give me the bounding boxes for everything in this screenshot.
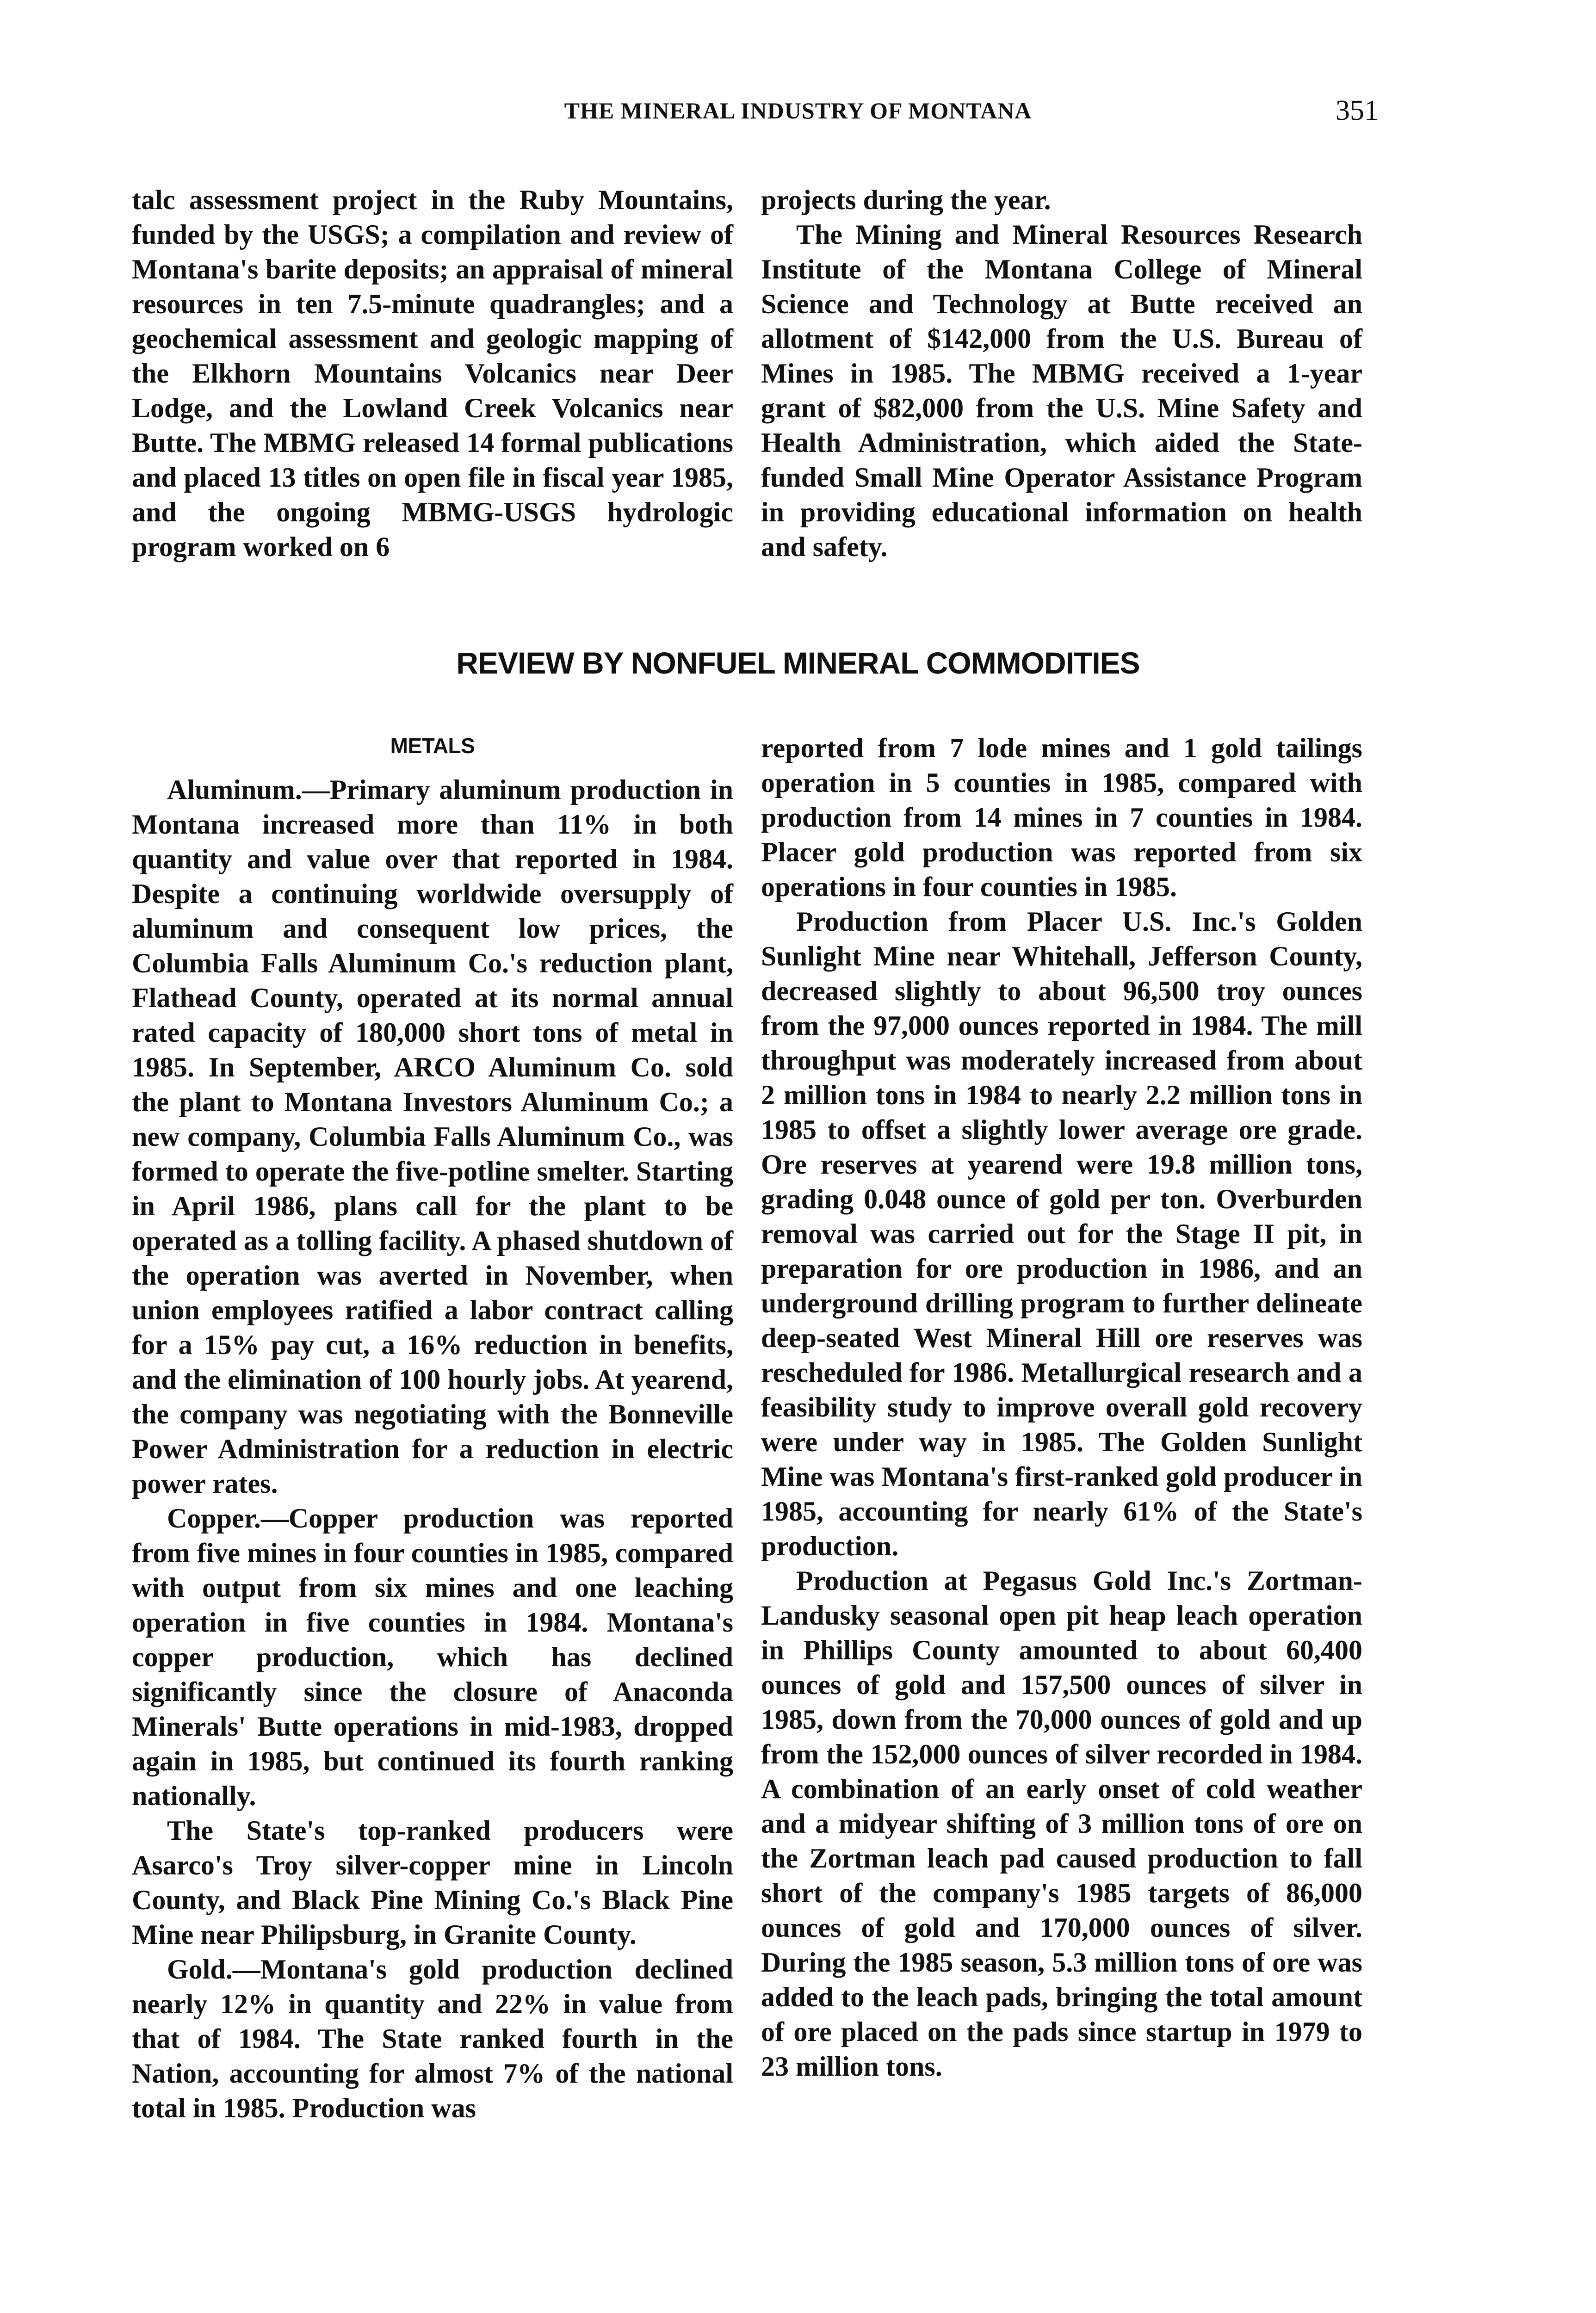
- gold-paragraph: [132, 1952, 733, 2126]
- running-header: [0, 97, 1596, 134]
- aluminum-paragraph: [132, 773, 733, 1501]
- section-heading: REVIEW BY NONFUEL MINERAL COMMODITIES: [456, 646, 1140, 680]
- top-right-column: [761, 183, 1362, 564]
- metals-left-column: [132, 729, 733, 2126]
- paragraph: reported from 7 lode mines and 1 gold tailings operation in 5 counties in 1985, compared with production from 14 mines in 7 counties in 1984. Placer gold production was reported from six operations in four counties in 1985.: [761, 733, 1362, 902]
- paragraph: The Mining and Mineral Resources Research Institute of the Montana College of Mineral Science and Technology at Butte received an allotment of $142,000 from the U.S. Bureau of Mines in 1985. The MBMG received a 1-year grant of $82,000 from the U.S. Mine Safety and Health Administration, which aided the State-funded Small Mine Operator Assistance Program in providing educational information on health and safety.: [761, 219, 1362, 562]
- aluminum-run-in-heading: Aluminum.: [167, 774, 302, 805]
- aluminum-text: —Primary aluminum production in Montana increased more than 11% in both quantity and value over that reported in 1984. Despite a continuing worldwide oversupply of aluminum and consequent low prices, the Columbia Falls Aluminum Co.'s reduction plant, Flathead County, operated at its normal annual rated capacity of 180,000 short tons of metal in 1985. In September, ARCO Aluminum Co. sold the plant to Montana Investors Aluminum Co.; a new company, Columbia Falls Aluminum Co., was formed to operate the five-potline smelter. Starting in April 1986, plans call for the plant to be operated as a tolling facility. A phased shutdown of the operation was averted in November, when union employees ratified a labor contract calling for a 15% pay cut, a 16% reduction in benefits, and the elimination of 100 hourly jobs. At yearend, the company was negotiating with the Bonneville Power Administration for a reduction in electric power rates.: [132, 774, 733, 1499]
- copper-text: —Copper production was reported from five mines in four counties in 1985, compared with output from six mines and one leaching operation in five counties in 1984. Montana's copper production, which has declined significantly since the closure of Anaconda Minerals' Butte operations in mid-1983, dropped again in 1985, but continued its fourth ranking nationally.: [132, 1503, 733, 1811]
- paragraph: talc assessment project in the Ruby Mountains, funded by the USGS; a compilation and review of Montana's barite deposits; an appraisal of mineral resources in ten 7.5-minute quadrangles; and a geochemical assessment and geologic mapping of the Elkhorn Mountains Volcanics near Deer Lodge, and the Lowland Creek Volcanics near Butte. The MBMG released 14 formal publications and placed 13 titles on open file in fiscal year 1985, and the ongoing MBMG-USGS hydrologic program worked on 6: [132, 185, 733, 562]
- running-title: THE MINERAL INDUSTRY OF MONTANA: [564, 98, 1032, 124]
- metals-subheading: METALS: [390, 734, 475, 758]
- zortman-landusky-paragraph: Production at Pegasus Gold Inc.'s Zortman-Landusky seasonal open pit heap leach operation in Phillips County amounted to about 60,400 ounces of gold and 157,500 ounces of silver in 1985, down from the 70,000 ounces of gold and up from the 152,000 ounces of silver recorded in 1984. A combination of an early onset of cold weather and a midyear shifting of 3 million tons of ore on the Zortman leach pad caused production to fall short of the company's 1985 targets of 86,000 ounces of gold and 170,000 ounces of silver. During the 1985 season, 5.3 million tons of ore was added to the leach pads, bringing the total amount of ore placed on the pads since startup in 1979 to 23 million tons.: [761, 1565, 1362, 2082]
- page-number: 351: [1336, 95, 1379, 126]
- paragraph: projects during the year.: [761, 185, 1051, 215]
- copper-paragraph: [132, 1501, 733, 1813]
- top-left-column: [132, 183, 733, 564]
- copper-run-in-heading: Copper.: [167, 1503, 261, 1534]
- gold-text: —Montana's gold production declined nearly 12% in quantity and 22% in value from that of 1984. The State ranked fourth in the Nation, accounting for almost 7% of the national total in 1985. Production was: [132, 1954, 733, 2123]
- copper-producers-paragraph: The State's top-ranked producers were Asarco's Troy silver-copper mine in Lincoln County, and Black Pine Mining Co.'s Black Pine Mine near Philipsburg, in Granite County.: [132, 1815, 733, 1950]
- golden-sunlight-paragraph: Production from Placer U.S. Inc.'s Golden Sunlight Mine near Whitehall, Jefferson County, decreased slightly to about 96,500 troy ounces from the 97,000 ounces reported in 1984. The mill throughput was moderately increased from about 2 million tons in 1984 to nearly 2.2 million tons in 1985 to offset a slightly lower average ore grade. Ore reserves at yearend were 19.8 million tons, grading 0.048 ounce of gold per ton. Overburden removal was carried out for the Stage II pit, in preparation for ore production in 1986, and an underground drilling program to further delineate deep-seated West Mineral Hill ore reserves was rescheduled for 1986. Metallurgical research and a feasibility study to improve overall gold recovery were under way in 1985. The Golden Sunlight Mine was Montana's first-ranked gold producer in 1985, accounting for nearly 61% of the State's production.: [761, 906, 1362, 1561]
- gold-run-in-heading: Gold.: [167, 1954, 233, 1985]
- metals-right-column: [761, 731, 1362, 2084]
